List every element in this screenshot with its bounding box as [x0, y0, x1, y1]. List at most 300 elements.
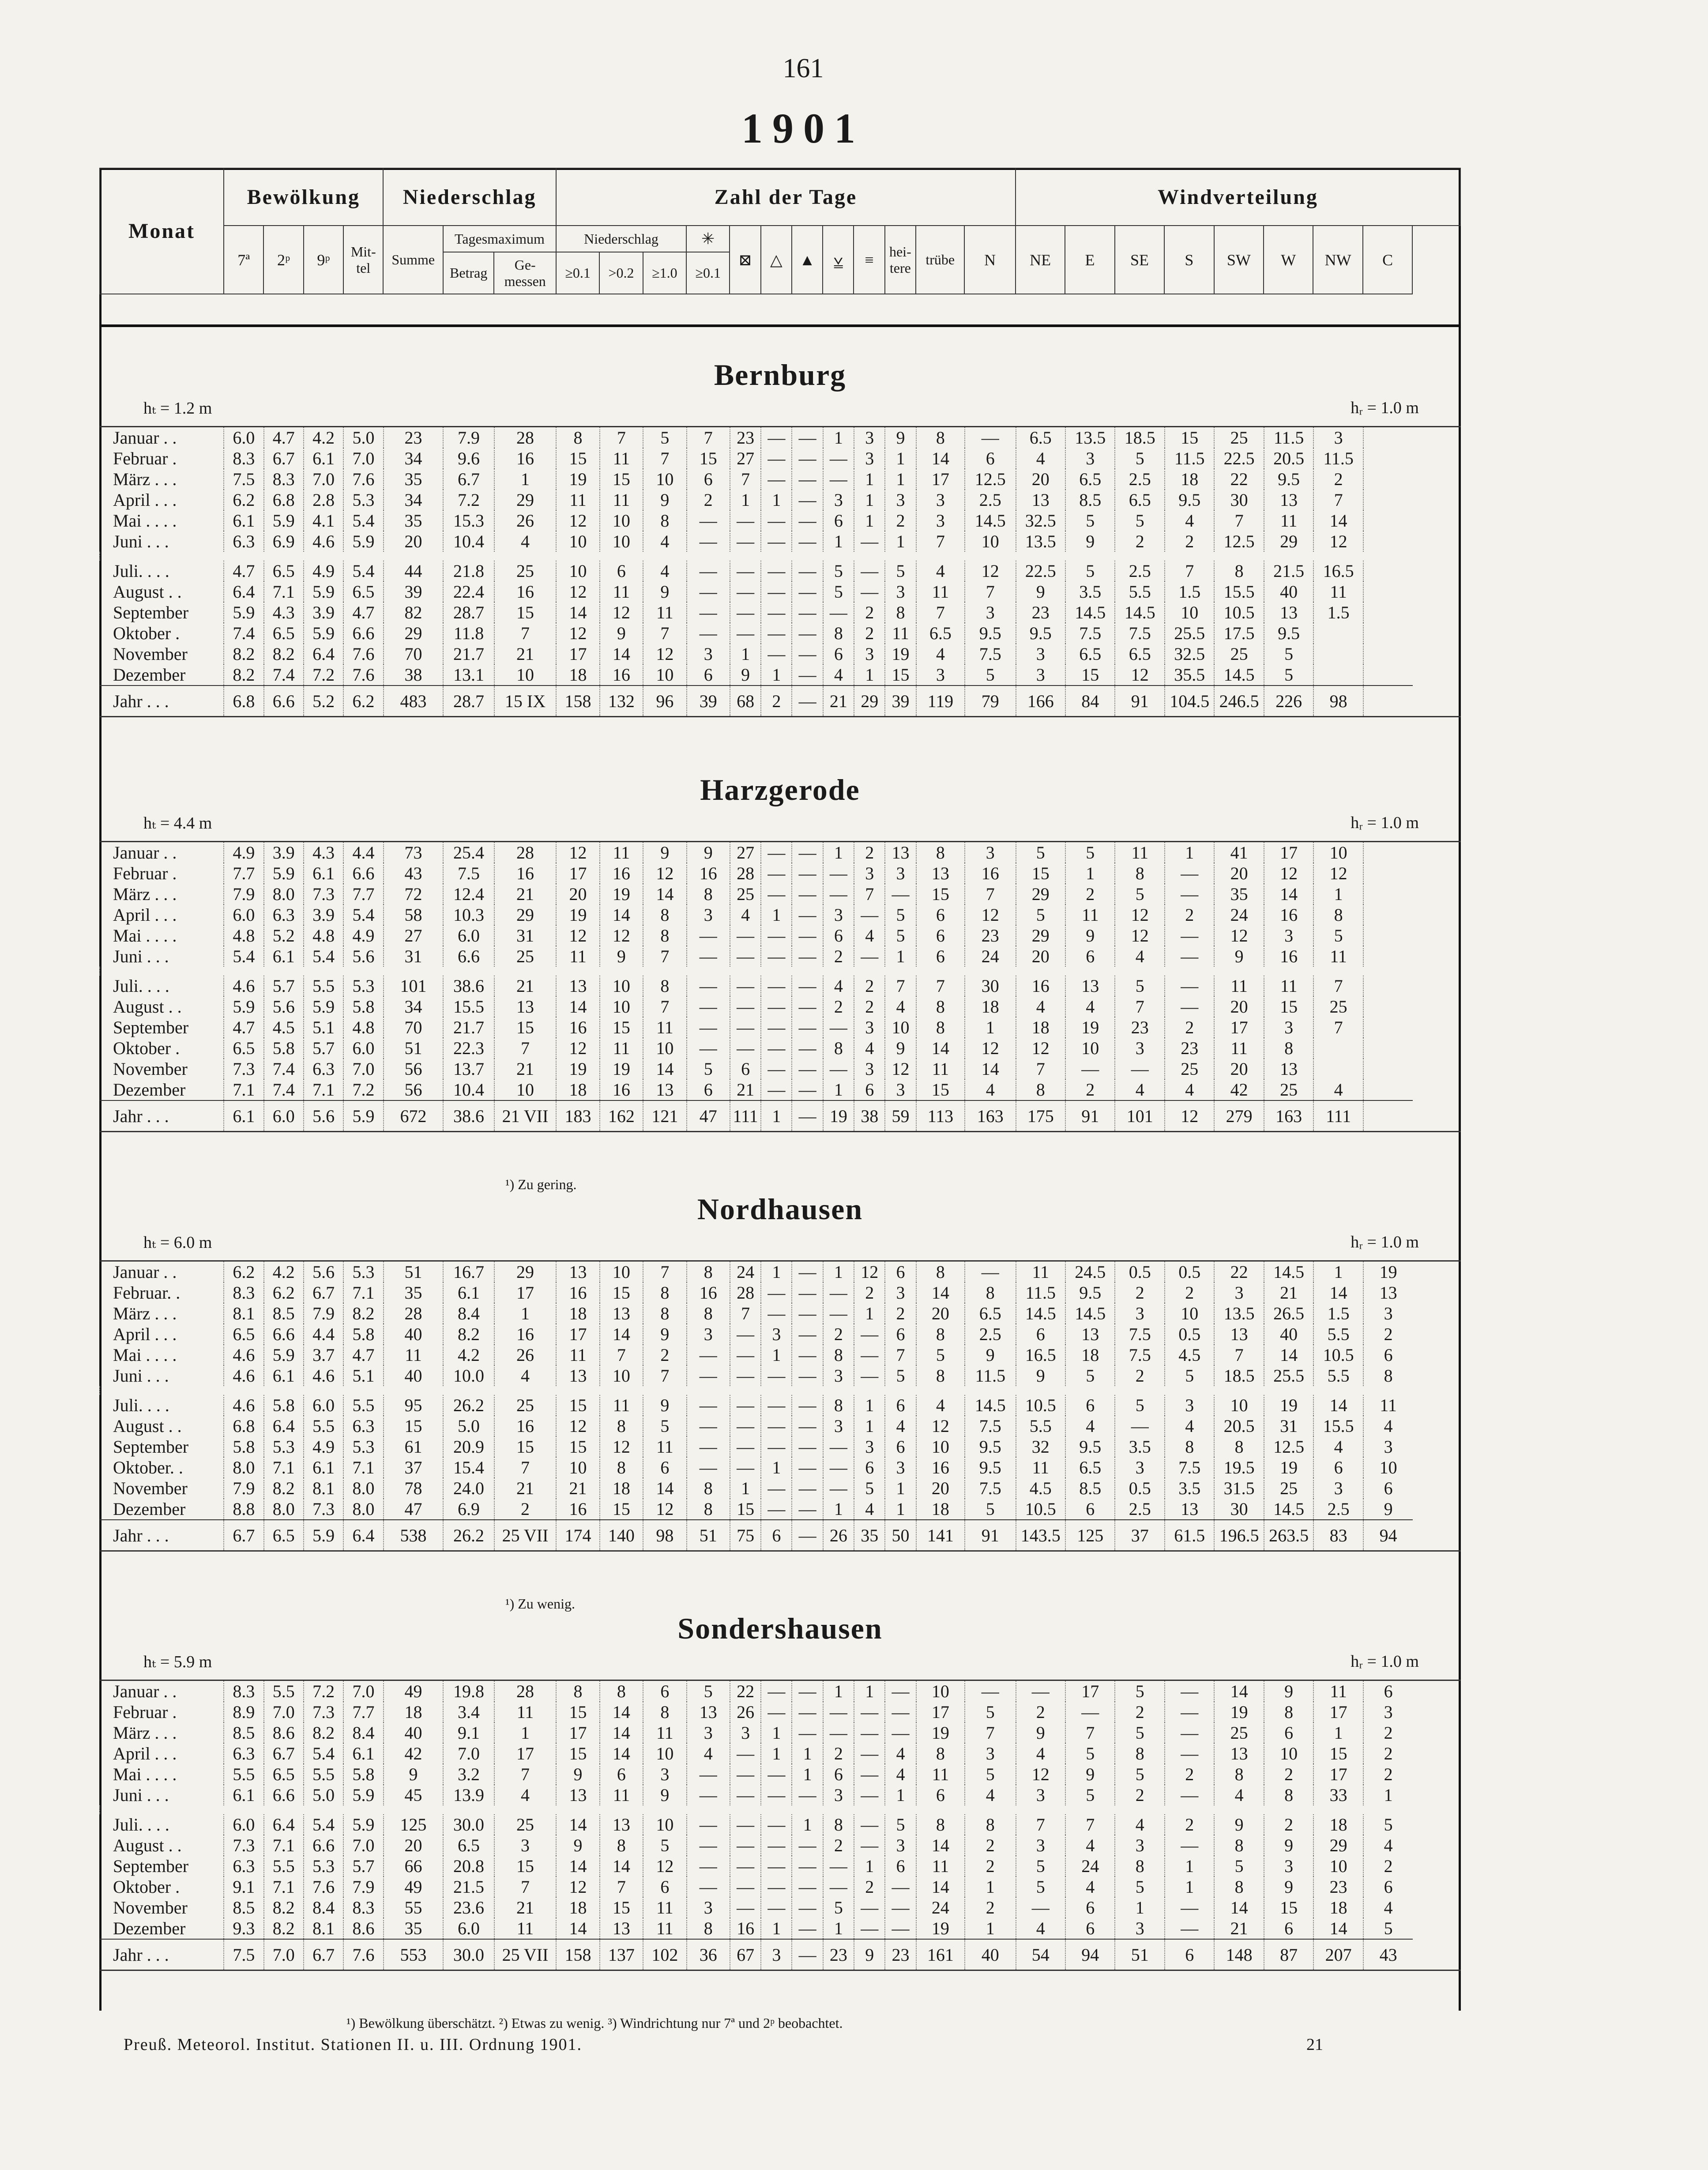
table-cell: 6.8	[224, 1416, 263, 1436]
table-cell: 1	[854, 1395, 885, 1416]
table-cell: 3	[885, 490, 916, 510]
header-b-mittel: Mit-tel	[343, 226, 383, 294]
table-cell: 4	[885, 1743, 916, 1764]
table-cell: 3	[885, 1457, 916, 1478]
table-cell: —	[761, 644, 792, 664]
table-cell: 8	[1264, 1702, 1313, 1722]
table-cell: 96	[643, 686, 686, 717]
table-cell: 8.3	[224, 1282, 263, 1303]
table-cell: 1	[730, 644, 761, 664]
table-cell: 4	[1065, 996, 1115, 1017]
table-cell: 6.0	[264, 1100, 304, 1132]
table-cell: 4	[885, 1764, 916, 1785]
table-cell: 17	[1264, 842, 1313, 863]
table-cell: 3	[823, 1416, 854, 1436]
month-label: September	[113, 1017, 189, 1037]
table-cell: 12	[1016, 1764, 1065, 1785]
table-cell: —	[854, 946, 885, 967]
table-cell: 1	[494, 1303, 557, 1324]
table-cell	[1363, 1100, 1413, 1132]
table-cell: 18	[965, 996, 1016, 1017]
table-cell: 25	[1214, 1722, 1264, 1743]
table-cell: 8.3	[343, 1897, 383, 1918]
table-cell: —	[730, 1365, 761, 1386]
table-cell: 2	[854, 623, 885, 644]
table-cell: —	[854, 1764, 885, 1785]
table-cell: 27	[730, 448, 761, 469]
table-row	[100, 531, 1461, 552]
table-cell: 11	[1313, 581, 1363, 602]
table-cell: 9	[556, 1835, 599, 1856]
table-cell: 56	[384, 1059, 444, 1079]
table-cell: 2	[885, 1303, 916, 1324]
table-cell: 15	[384, 1416, 444, 1436]
table-cell: 5	[823, 561, 854, 581]
month-label: August . .	[113, 1835, 182, 1855]
table-cell: —	[792, 427, 823, 448]
month-label: Juni . . .	[113, 946, 169, 966]
table-cell: 8	[643, 904, 686, 925]
table-cell: —	[792, 686, 823, 717]
table-cell: —	[1165, 946, 1214, 967]
table-cell: 7	[494, 1457, 557, 1478]
table-cell: 8.8	[224, 1499, 263, 1520]
table-cell: 6.3	[224, 531, 263, 552]
table-cell: 5.5	[264, 1680, 304, 1702]
table-cell: 7.9	[224, 1478, 263, 1499]
table-cell: 1	[965, 1918, 1016, 1939]
table-cell: 38	[854, 1100, 885, 1132]
table-cell: 28.7	[443, 602, 494, 623]
table-cell: 94	[1363, 1520, 1413, 1551]
table-cell: 6	[1363, 1345, 1413, 1365]
table-cell: 7	[1214, 510, 1264, 531]
table-cell: 3.9	[304, 904, 343, 925]
table-cell: 22.4	[443, 581, 494, 602]
table-cell: 5	[643, 1416, 686, 1436]
table-row	[100, 1079, 1461, 1100]
month-label: Februar .	[113, 448, 177, 468]
table-cell: 140	[600, 1520, 643, 1551]
table-cell: —	[761, 1897, 792, 1918]
table-cell: 11	[600, 448, 643, 469]
table-cell: 8	[1363, 1365, 1413, 1386]
table-cell: 6.8	[264, 490, 304, 510]
table-cell: 5.3	[264, 1436, 304, 1457]
table-cell: 6.1	[264, 1365, 304, 1386]
table-cell: 2	[854, 842, 885, 863]
table-cell: 1	[1165, 842, 1214, 863]
table-cell: 101	[384, 976, 444, 996]
table-cell: —	[1165, 884, 1214, 904]
table-cell: 21	[556, 1478, 599, 1499]
header-summe: Summe	[383, 226, 443, 294]
table-cell: 1.5	[1165, 581, 1214, 602]
table-cell: 12	[556, 623, 599, 644]
table-cell: 12	[556, 1876, 599, 1897]
header-betrag: Betrag	[443, 252, 494, 294]
table-cell: 13.5	[1016, 531, 1065, 552]
table-cell: 1	[965, 1017, 1016, 1038]
table-cell: 7	[1065, 1722, 1115, 1743]
table-cell: —	[730, 1814, 761, 1835]
table-cell: 6.3	[224, 1743, 263, 1764]
table-cell: 5.6	[264, 996, 304, 1017]
table-cell: 20	[916, 1478, 965, 1499]
table-cell: —	[792, 884, 823, 904]
table-cell: 8	[1214, 1436, 1264, 1457]
table-cell: —	[792, 996, 823, 1017]
table-cell: 8.2	[304, 1722, 343, 1743]
table-cell: —	[761, 842, 792, 863]
table-cell: 42	[1214, 1079, 1264, 1100]
table-cell: 10	[556, 561, 599, 581]
table-cell: 4	[1165, 510, 1214, 531]
header-windverteilung: Windverteilung	[1016, 168, 1460, 226]
table-cell: 8	[600, 1835, 643, 1856]
table-cell: 14	[916, 1835, 965, 1856]
table-cell: —	[1065, 1059, 1115, 1079]
table-row	[100, 1457, 1461, 1478]
month-label: November	[113, 1059, 188, 1079]
table-cell: 10	[1214, 1395, 1264, 1416]
table-cell: 14	[600, 1722, 643, 1743]
table-cell: 5	[687, 1059, 730, 1079]
table-cell: 70	[384, 644, 444, 664]
table-row	[100, 644, 1461, 664]
month-label: April . . .	[113, 905, 177, 925]
header-threshold-1: ≥0.1	[556, 252, 599, 294]
table-cell: 3	[1065, 448, 1115, 469]
table-cell: 3	[1313, 1478, 1363, 1499]
station-table	[99, 1260, 1461, 1552]
table-cell: 47	[687, 1100, 730, 1132]
table-cell: 7	[730, 1303, 761, 1324]
table-cell: 31	[384, 946, 444, 967]
table-cell: 22	[1214, 469, 1264, 490]
header-b-2p: 2ᵖ	[263, 226, 303, 294]
table-cell: 7	[885, 1345, 916, 1365]
table-cell: 31	[494, 925, 557, 946]
table-cell: 14	[1264, 1345, 1313, 1365]
table-cell: 13	[1214, 1743, 1264, 1764]
table-cell: 4.4	[304, 1324, 343, 1345]
table-cell: 4	[1363, 1416, 1413, 1436]
table-cell: 7	[643, 946, 686, 967]
table-cell: 1	[823, 1680, 854, 1702]
table-cell: 2	[854, 1876, 885, 1897]
table-cell: 6	[1065, 1897, 1115, 1918]
table-cell: 4	[730, 904, 761, 925]
table-cell: 22	[730, 1680, 761, 1702]
table-cell: 8.9	[224, 1702, 263, 1722]
table-cell: 27	[384, 925, 444, 946]
table-cell: 7.5	[1115, 1345, 1164, 1365]
table-cell: 5	[1016, 1876, 1065, 1897]
table-cell: 4.6	[224, 1345, 263, 1365]
table-cell: 5.8	[264, 1395, 304, 1416]
table-cell: 84	[1065, 686, 1115, 717]
table-cell: 5.9	[343, 531, 383, 552]
table-cell: 6.5	[1065, 1457, 1115, 1478]
table-cell: 3	[965, 1743, 1016, 1764]
table-cell: 15.4	[443, 1457, 494, 1478]
table-cell: 5.5	[264, 1856, 304, 1876]
table-cell: 7	[854, 884, 885, 904]
table-cell: 4	[1313, 1079, 1363, 1100]
table-cell: 2	[1115, 1282, 1164, 1303]
table-cell: 5.9	[343, 1814, 383, 1835]
table-cell: 5	[1115, 1680, 1164, 1702]
table-cell: 20.5	[1214, 1416, 1264, 1436]
table-cell: 6	[854, 1457, 885, 1478]
table-cell: 3	[916, 490, 965, 510]
table-cell: 5.5	[304, 1764, 343, 1785]
table-cell: 7	[494, 623, 557, 644]
table-cell: 6.0	[224, 904, 263, 925]
table-cell: 2	[823, 1324, 854, 1345]
table-cell: 7.0	[304, 469, 343, 490]
table-cell	[1313, 1059, 1363, 1079]
table-cell: 4.5	[1016, 1478, 1065, 1499]
table-cell: —	[792, 644, 823, 664]
table-cell: 7.5	[443, 863, 494, 884]
table-cell: 2	[1165, 1282, 1214, 1303]
table-cell: 13	[1363, 1282, 1413, 1303]
table-cell: 6.1	[224, 510, 263, 531]
station-ht: hₜ = 6.0 m	[143, 1233, 212, 1252]
header-wind-n: N	[964, 226, 1016, 294]
table-cell: 9	[854, 1939, 885, 1970]
table-cell: 5	[1363, 1814, 1413, 1835]
table-cell: —	[761, 1059, 792, 1079]
table-cell: 3	[761, 1939, 792, 1970]
month-label: Juli. . . .	[113, 1815, 169, 1835]
table-cell: 13	[916, 863, 965, 884]
table-cell: —	[792, 1680, 823, 1702]
table-cell: 5.5	[304, 976, 343, 996]
table-cell: 5	[823, 581, 854, 602]
hail-icon: ⊠	[730, 226, 760, 294]
table-cell: 5.4	[343, 510, 383, 531]
table-cell: —	[823, 1436, 854, 1457]
table-cell: 24	[965, 946, 1016, 967]
table-cell: —	[687, 1345, 730, 1365]
month-label: November	[113, 644, 188, 664]
table-cell: 14	[916, 1038, 965, 1059]
table-cell	[1363, 448, 1413, 469]
table-cell: 10.4	[443, 1079, 494, 1100]
table-cell: 7.6	[343, 664, 383, 686]
table-cell: 4	[854, 1499, 885, 1520]
table-cell: —	[885, 1876, 916, 1897]
month-label: Dezember	[113, 665, 186, 685]
table-cell: 70	[384, 1017, 444, 1038]
table-cell: 6	[1264, 1918, 1313, 1939]
table-cell: —	[761, 946, 792, 967]
table-cell: 26.5	[1264, 1303, 1313, 1324]
table-cell: 94	[1065, 1939, 1115, 1970]
table-cell: 18	[1313, 1814, 1363, 1835]
table-cell: 14	[556, 602, 599, 623]
table-cell: —	[730, 602, 761, 623]
table-cell: 0.5	[1115, 1478, 1164, 1499]
table-cell: 7.1	[264, 581, 304, 602]
table-cell: 101	[1115, 1100, 1164, 1132]
table-cell: —	[792, 1282, 823, 1303]
table-cell: 7.5	[224, 1939, 263, 1970]
table-cell: —	[687, 531, 730, 552]
table-row	[100, 1261, 1461, 1283]
table-cell: 6	[687, 664, 730, 686]
table-cell: 4.2	[443, 1345, 494, 1365]
table-cell: 8	[823, 1814, 854, 1835]
table-cell	[1363, 863, 1413, 884]
table-cell: 15 IX	[494, 686, 557, 717]
table-cell: 10	[1165, 602, 1214, 623]
table-cell: 7.4	[264, 1079, 304, 1100]
table-cell: 4.3	[264, 602, 304, 623]
table-cell: 40	[965, 1939, 1016, 1970]
table-cell: 23	[1313, 1876, 1363, 1897]
table-cell: 3	[687, 1722, 730, 1743]
table-cell: 13	[600, 1814, 643, 1835]
table-cell: 98	[1313, 686, 1363, 717]
table-cell: 10	[643, 1814, 686, 1835]
graupel-icon: △	[761, 226, 792, 294]
table-cell: 1	[1115, 1897, 1164, 1918]
table-cell: 6	[1363, 1478, 1413, 1499]
table-cell: 5	[1115, 448, 1164, 469]
table-cell: 6	[823, 644, 854, 664]
table-cell: 23	[965, 925, 1016, 946]
month-label: August . .	[113, 1416, 182, 1436]
table-cell: 6.5	[1065, 469, 1115, 490]
table-cell: 8	[687, 1303, 730, 1324]
table-cell: 1	[885, 946, 916, 967]
table-cell: 22.5	[1214, 448, 1264, 469]
month-label: Mai . . . .	[113, 1764, 177, 1784]
table-cell: 6.0	[224, 1814, 263, 1835]
month-label: Oktober .	[113, 1877, 180, 1897]
table-cell: 3	[823, 490, 854, 510]
table-cell: —	[792, 1416, 823, 1436]
table-cell: 10	[556, 1457, 599, 1478]
table-cell: 16	[600, 863, 643, 884]
table-cell: 6.6	[443, 946, 494, 967]
table-cell: 12	[643, 644, 686, 664]
table-cell: 7.0	[343, 1680, 383, 1702]
table-cell: 16	[1264, 946, 1313, 967]
table-cell: —	[854, 1814, 885, 1835]
table-cell: 25 VII	[494, 1939, 557, 1970]
table-cell: —	[730, 581, 761, 602]
table-cell: 4	[494, 1365, 557, 1386]
table-cell: —	[792, 1324, 823, 1345]
table-cell: 13	[556, 1785, 599, 1805]
table-cell: 9	[643, 842, 686, 863]
table-cell: 14	[600, 1324, 643, 1345]
table-cell: 3	[1115, 1303, 1164, 1324]
table-cell: —	[761, 863, 792, 884]
table-cell: 14	[600, 1743, 643, 1764]
month-label: Januar . .	[113, 428, 177, 448]
table-cell: 11	[916, 1059, 965, 1079]
table-cell: 11	[556, 946, 599, 967]
table-cell	[1363, 427, 1413, 448]
table-cell: —	[792, 1365, 823, 1386]
table-cell: 5.8	[264, 1038, 304, 1059]
table-cell: 35	[384, 1282, 444, 1303]
sleet-icon: ▲	[792, 226, 823, 294]
table-cell: 29	[494, 1261, 557, 1283]
station-ht: hₜ = 4.4 m	[143, 814, 212, 833]
table-cell: 7.7	[343, 1702, 383, 1722]
header-monat: Monat	[100, 168, 224, 294]
table-cell: 9	[643, 1324, 686, 1345]
table-cell: 21	[1264, 1282, 1313, 1303]
table-cell: 7.5	[965, 644, 1016, 664]
header-wind-c: C	[1363, 226, 1412, 294]
table-cell: 9.6	[443, 448, 494, 469]
table-cell: —	[792, 863, 823, 884]
table-cell: 3.9	[264, 842, 304, 863]
table-cell: 6	[600, 561, 643, 581]
table-cell: 12	[1016, 1038, 1065, 1059]
table-cell: 9	[1065, 925, 1115, 946]
table-cell: 18	[1165, 469, 1214, 490]
table-cell	[1363, 602, 1413, 623]
table-cell: 5.9	[224, 602, 263, 623]
table-cell: 18	[556, 664, 599, 686]
table-cell: 6	[1065, 946, 1115, 967]
table-cell: 3	[1165, 1395, 1214, 1416]
table-cell: 19.8	[443, 1680, 494, 1702]
table-cell: 141	[916, 1520, 965, 1551]
table-cell	[1363, 490, 1413, 510]
table-cell: 72	[384, 884, 444, 904]
table-cell: 4.6	[304, 1365, 343, 1386]
table-cell: —	[792, 469, 823, 490]
month-label: September	[113, 1856, 189, 1876]
table-row	[100, 1059, 1461, 1079]
table-cell: 207	[1313, 1939, 1363, 1970]
table-cell: —	[1165, 863, 1214, 884]
table-cell: 4.5	[264, 1017, 304, 1038]
table-cell: 14	[916, 1876, 965, 1897]
table-cell: 8.2	[264, 1478, 304, 1499]
table-cell: 1	[761, 1743, 792, 1764]
table-cell: —	[730, 976, 761, 996]
table-cell: 56	[384, 1079, 444, 1100]
table-cell: 2.5	[1313, 1499, 1363, 1520]
table-cell: 8.6	[343, 1918, 383, 1939]
table-cell: 35	[854, 1520, 885, 1551]
header-wind-se: SE	[1115, 226, 1164, 294]
table-row	[100, 1499, 1461, 1520]
table-cell: 17	[916, 469, 965, 490]
table-cell: —	[792, 946, 823, 967]
table-cell: 6.5	[224, 1324, 263, 1345]
table-cell: 483	[384, 686, 444, 717]
table-cell: —	[1165, 1785, 1214, 1805]
table-cell: 14	[1214, 1897, 1264, 1918]
table-cell: 2	[1363, 1722, 1413, 1743]
table-cell: 9	[1264, 1680, 1313, 1702]
table-cell: 9	[600, 946, 643, 967]
table-cell: 8.2	[264, 644, 304, 664]
table-cell: 7.0	[343, 1059, 383, 1079]
